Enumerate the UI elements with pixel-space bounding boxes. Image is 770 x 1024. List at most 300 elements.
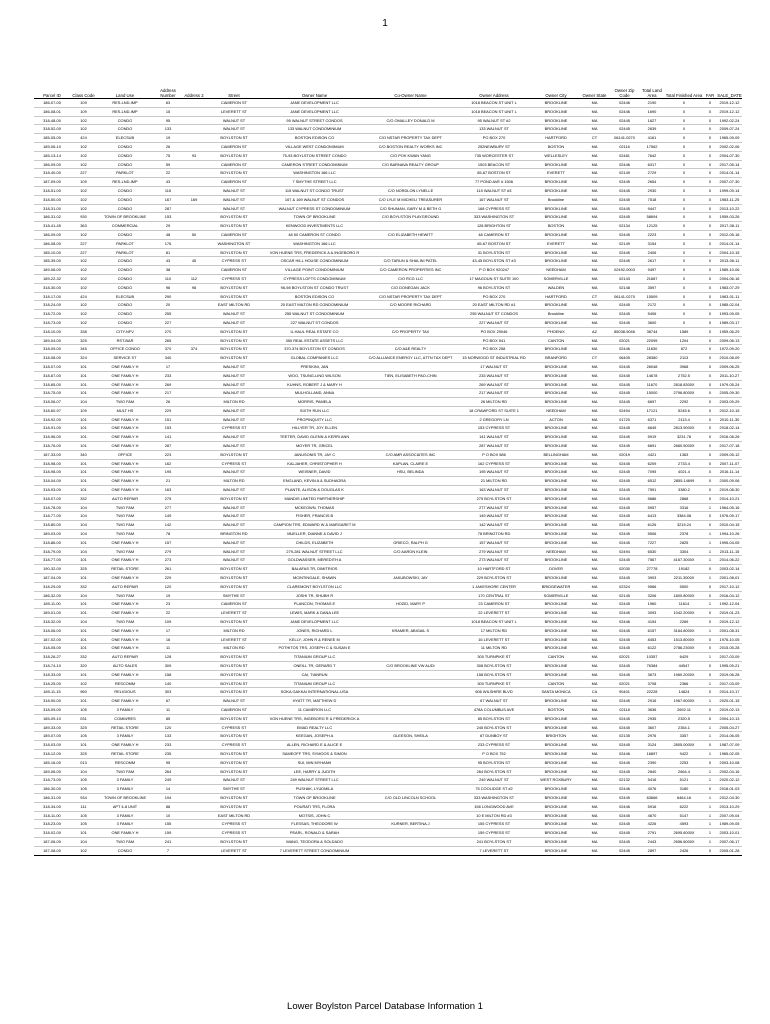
table-cell: 3164.8000X	[665, 626, 703, 635]
table-cell: CAMERON ST	[205, 266, 263, 275]
table-cell: 424	[70, 292, 97, 301]
table-cell: WASHINGTON 166 LLC	[263, 239, 366, 248]
table-cell: 1987-07-09	[717, 741, 742, 750]
table-cell: OFFICE	[97, 450, 153, 459]
table-cell: 149 WALNUT ST	[455, 512, 533, 521]
table-cell: 163 WALNUT ST	[455, 486, 533, 495]
table-cell: 133 WALNUT CONDOMINIUM	[263, 125, 366, 134]
table-row	[34, 776, 742, 785]
table-cell	[183, 688, 205, 697]
table-cell: 3215.24	[665, 521, 703, 530]
table-cell: RELIGIOUS	[97, 688, 153, 697]
table-cell: MA	[579, 336, 610, 345]
table-cell: 252NEWBURY ST	[455, 142, 533, 151]
table-cell: WALNUT CYPRESS ST CONDOMINIUM	[263, 204, 366, 213]
table-cell: 101	[70, 371, 97, 380]
table-cell: ONE FAMILY H	[97, 389, 153, 398]
table-cell: CONDO	[97, 195, 153, 204]
table-cell: 59	[153, 160, 183, 169]
table-cell	[183, 829, 205, 838]
table-cell	[183, 776, 205, 785]
table-row	[34, 477, 742, 486]
table-cell: BOYLSTON ST	[205, 169, 263, 178]
table-cell: 1	[703, 697, 717, 706]
table-row	[34, 230, 742, 239]
table-cell: 1018 BEACON ST UNIT L	[455, 107, 533, 116]
table-cell: 1513.8000X	[665, 635, 703, 644]
table-cell: 318-93-00	[34, 486, 70, 495]
table-cell: MOYER TR, GRICEL	[263, 442, 366, 451]
table-cell: JANE DEVELOPMENT LLC	[263, 99, 366, 108]
table-cell: BOYLSTON ST	[205, 653, 263, 662]
table-row	[34, 222, 742, 231]
table-cell: 195	[153, 468, 183, 477]
table-cell: WALNUT ST	[205, 468, 263, 477]
table-cell: AUTO REPAIR	[97, 494, 153, 503]
table-cell: 102	[70, 142, 97, 151]
table-row	[34, 723, 742, 732]
table-cell: COMMERCIAL	[97, 222, 153, 231]
table-cell	[366, 749, 455, 758]
table-cell: RETAIL STORE	[97, 723, 153, 732]
table-cell: 0	[703, 477, 717, 486]
table-cell	[183, 204, 205, 213]
table-cell: 233	[153, 741, 183, 750]
table-cell: 318-40-00	[34, 169, 70, 178]
table-cell: BROOKLINE	[533, 494, 579, 503]
table-cell	[366, 362, 455, 371]
table-row	[34, 793, 742, 802]
table-cell: 227	[153, 318, 183, 327]
table-cell: 0	[665, 195, 703, 204]
table-cell: 149	[153, 512, 183, 521]
table-cell	[183, 705, 205, 714]
table-row	[34, 204, 742, 213]
table-cell: 6429	[665, 653, 703, 662]
table-cell: 19182	[665, 565, 703, 574]
table-cell: 02021	[610, 336, 639, 345]
table-cell: MA	[579, 574, 610, 583]
table-cell: C/O BROOKLINE VW AUDI	[366, 662, 455, 671]
table-cell: 02118	[610, 705, 639, 714]
table-cell: 0	[665, 169, 703, 178]
table-cell: 1959-03-26	[717, 213, 742, 222]
table-cell: 318-52-00	[34, 125, 70, 134]
table-cell: 101	[70, 697, 97, 706]
table-cell: 1983-11-25	[717, 195, 742, 204]
table-row	[34, 758, 742, 767]
table-cell: CONDO	[97, 274, 153, 283]
table-cell: 95 BOYLSTON ST	[455, 758, 533, 767]
table-cell: 02445	[610, 829, 639, 838]
table-cell: 0	[703, 415, 717, 424]
table-cell: 26 MILTON RD	[455, 398, 533, 407]
table-cell: 2868	[665, 494, 703, 503]
table-cell: 104	[70, 591, 97, 600]
table-cell: 1965-02-05	[717, 749, 742, 758]
table-cell: TWO FAM	[97, 512, 153, 521]
table-cell: MA	[579, 644, 610, 653]
table-cell: 9422	[665, 749, 703, 758]
table-cell: MA	[579, 389, 610, 398]
table-cell: MA	[579, 565, 610, 574]
table-cell: 6222	[665, 802, 703, 811]
table-cell: 48 50 CAMERON ST CONDO	[263, 230, 366, 239]
table-cell: 50	[183, 230, 205, 239]
table-cell: CANTON	[533, 336, 579, 345]
table-row	[34, 151, 742, 160]
table-cell: 2001-08-31	[717, 626, 742, 635]
table-cell: P O BOX 586	[455, 450, 533, 459]
table-cell: CYPRESS ST	[205, 274, 263, 283]
table-cell: BOYLSTON ST	[205, 618, 263, 627]
table-cell: 02446	[610, 345, 639, 354]
table-cell: 102	[70, 310, 97, 319]
table-cell: BROOKLINE	[533, 424, 579, 433]
table-cell: 318-11-00	[34, 811, 70, 820]
table-cell: 02494	[610, 406, 639, 415]
table-row	[34, 556, 742, 565]
table-cell: 0	[665, 142, 703, 151]
table-cell: 101	[70, 574, 97, 583]
table-cell: 109	[70, 406, 97, 415]
table-row	[34, 292, 742, 301]
table-cell: 95	[153, 758, 183, 767]
table-cell: 167	[153, 195, 183, 204]
table-cell: MA	[579, 301, 610, 310]
table-row	[34, 468, 742, 477]
table-cell: 6209	[639, 459, 665, 468]
table-cell	[183, 301, 205, 310]
table-cell: 275 BOYLSTON ST	[455, 494, 533, 503]
table-cell	[183, 318, 205, 327]
table-cell: 02445	[610, 318, 639, 327]
table-cell: 270	[153, 327, 183, 336]
table-cell: 02445	[610, 125, 639, 134]
table-cell: 1627	[639, 116, 665, 125]
table-cell	[183, 450, 205, 459]
table-cell: DOVER	[533, 565, 579, 574]
table-cell: MA	[579, 837, 610, 846]
table-cell: 264	[153, 767, 183, 776]
table-cell	[183, 530, 205, 539]
table-cell: 20	[153, 301, 183, 310]
table-cell: 0	[665, 292, 703, 301]
table-cell: BOYLSTON ST	[205, 688, 263, 697]
table-cell: 325	[70, 723, 97, 732]
table-cell: MULHOLLAND, ANNA	[263, 389, 366, 398]
table-cell: 2791	[639, 829, 665, 838]
table-cell: 2004-07-30	[717, 151, 742, 160]
table-cell: 261	[153, 565, 183, 574]
table-cell: 104	[70, 618, 97, 627]
table-cell: RES-LND-IMP	[97, 99, 153, 108]
table-cell: 2656.6000X	[665, 837, 703, 846]
table-cell: WALNUT ST	[205, 442, 263, 451]
table-cell: RST-BAR	[97, 336, 153, 345]
table-cell: HOZID, MARY P	[366, 600, 455, 609]
table-cell: 104	[70, 837, 97, 846]
table-cell: CAMERON ST	[205, 600, 263, 609]
table-cell: 2017-05-14	[717, 160, 742, 169]
table-cell: POTHITOS TRS, JOSEPH C & SUSAN E	[263, 644, 366, 653]
table-cell: MA	[579, 142, 610, 151]
table-row	[34, 266, 742, 275]
table-cell: 363	[70, 222, 97, 231]
table-cell: C/O CAMERON PROPERTIES INC	[366, 266, 455, 275]
table-cell: 2013-06-11	[717, 257, 742, 266]
table-cell: 120	[153, 582, 183, 591]
table-cell: WALNUT ST	[205, 486, 263, 495]
table-cell: 20 EAST MILTON RD CONDOMINIUM	[263, 301, 366, 310]
table-cell: 0	[703, 169, 717, 178]
table-cell: ELECSUB	[97, 292, 153, 301]
table-cell: WOO, TSUNG-LING WILSON	[263, 371, 366, 380]
table-cell: 0	[703, 310, 717, 319]
table-cell: BROOKLINE	[533, 644, 579, 653]
table-cell: 1989-09-05	[717, 820, 742, 829]
table-cell: ONE FAMILY H	[97, 442, 153, 451]
table-cell: 16	[153, 635, 183, 644]
table-row	[34, 257, 742, 266]
table-cell: 02030	[610, 565, 639, 574]
table-cell: 0	[665, 178, 703, 187]
table-cell: HILLYER TR, JOY ELLEN	[263, 424, 366, 433]
table-cell: 1965-09-09	[717, 134, 742, 143]
table-cell: ALLEN, RICHARD E & ALICE E	[263, 741, 366, 750]
table-cell: SIXTH RUN LLC	[263, 406, 366, 415]
table-cell: 02445	[610, 635, 639, 644]
table-cell	[183, 582, 205, 591]
table-cell: 318-32-00	[34, 618, 70, 627]
table-cell: TOWN OF BROOKLINE	[263, 793, 366, 802]
table-cell: 185-13-14	[34, 151, 70, 160]
table-cell: C/O TARUN & SHALINI PATEL	[366, 257, 455, 266]
table-cell: 15000	[639, 389, 665, 398]
table-cell: TOWN OF BROOKLINE	[97, 213, 153, 222]
table-cell: JANE DEVELOPMENT LLC	[263, 618, 366, 627]
table-cell	[183, 354, 205, 363]
table-cell	[366, 688, 455, 697]
table-cell: 318-91-00	[34, 424, 70, 433]
table-cell: PO BOX 270	[455, 292, 533, 301]
table-cell: MA	[579, 512, 610, 521]
table-cell: 02445	[610, 213, 639, 222]
table-cell: MA	[579, 151, 610, 160]
table-cell: 02145	[610, 591, 639, 600]
table-cell	[183, 213, 205, 222]
table-cell: PHOENIX	[533, 327, 579, 336]
table-cell: 101	[70, 741, 97, 750]
table-cell: 02445	[610, 811, 639, 820]
table-cell: 02445	[610, 512, 639, 521]
table-cell: CHILDS, ELIZABETH	[263, 538, 366, 547]
table-cell: 318-79-00	[34, 547, 70, 556]
table-cell	[183, 714, 205, 723]
table-cell: 65-67 BOSTON ST	[455, 239, 533, 248]
table-row	[34, 213, 742, 222]
table-cell: ONE FAMILY H	[97, 829, 153, 838]
table-cell: 318-26-27	[34, 653, 70, 662]
table-cell: WASHINGTON ST	[205, 239, 263, 248]
table-cell	[183, 99, 205, 108]
table-cell: 02445	[610, 257, 639, 266]
table-cell: MA	[579, 371, 610, 380]
table-cell: WALNUT ST	[205, 697, 263, 706]
table-cell: MA	[579, 653, 610, 662]
table-cell: KUHNS, ROBERT J & MARY H	[263, 380, 366, 389]
table-cell: 02445	[610, 521, 639, 530]
table-cell: 85038-9046	[610, 327, 639, 336]
table-cell: 2805.0000X	[665, 741, 703, 750]
table-cell: KRAMER, ABIGAIL S	[366, 626, 455, 635]
table-cell: TEETER, DAVID GLENN & KERRI ANN	[263, 433, 366, 442]
table-cell: MA	[579, 530, 610, 539]
table-cell: KURNER, BERTINA J	[366, 820, 455, 829]
table-cell: 3 FAMILY	[97, 732, 153, 741]
table-cell: 2014-01-14	[717, 239, 742, 248]
table-cell: 930	[70, 213, 97, 222]
table-cell: 4226	[639, 820, 665, 829]
table-cell: 10 E MILTON RD #3	[455, 811, 533, 820]
table-row	[34, 142, 742, 151]
table-cell: 318-41-45	[34, 222, 70, 231]
table-cell	[366, 336, 455, 345]
table-cell: 176	[153, 239, 183, 248]
table-cell: BOYLSTON ST	[205, 336, 263, 345]
table-cell: SOKA GAKKAI INTERNATIONAL-USA	[263, 688, 366, 697]
table-row	[34, 433, 742, 442]
table-cell: C/O NORDLON LYNELLE	[366, 186, 455, 195]
table-cell: CONDO	[97, 160, 153, 169]
table-cell: 2366	[665, 679, 703, 688]
table-cell: MA	[579, 626, 610, 635]
table-cell: 318-51-00	[34, 186, 70, 195]
table-cell: MA	[579, 741, 610, 750]
table-row	[34, 705, 742, 714]
table-cell: 1989-03-17	[717, 318, 742, 327]
table-cell: 88	[153, 802, 183, 811]
table-row	[34, 503, 742, 512]
table-cell: ONE FAMILY H	[97, 538, 153, 547]
table-cell: 17 MAGOUN ST SUITE 100	[455, 274, 533, 283]
table-cell: BOSTON EDISON CO	[263, 292, 366, 301]
table-cell	[366, 318, 455, 327]
table-cell: MORRIS, PAMELA	[263, 398, 366, 407]
table-cell: ONE FAMILY H	[97, 697, 153, 706]
table-cell: BROOKLINE	[533, 116, 579, 125]
table-cell: 02445	[610, 662, 639, 671]
table-cell: WALNUT ST	[205, 521, 263, 530]
table-cell: C/O BOYLSTON PLAYGROUND	[366, 213, 455, 222]
table-cell: 0	[665, 213, 703, 222]
table-cell: NEEDHAM	[533, 547, 579, 556]
table-cell: 6697	[639, 398, 665, 407]
table-cell: 02445	[610, 371, 639, 380]
table-cell: TOWN OF BROOKLINE	[97, 793, 153, 802]
table-cell: KENWOOD INVESTMENTS LLC	[263, 222, 366, 231]
table-cell: 02445	[610, 556, 639, 565]
table-row	[34, 318, 742, 327]
table-cell: 0	[703, 688, 717, 697]
table-cell: 318-07-00	[34, 494, 70, 503]
table-cell: FISHER, FRANCIS B	[263, 512, 366, 521]
table-cell: 1589	[665, 327, 703, 336]
table-cell: BRIDGEWATER	[533, 582, 579, 591]
table-cell: SANTA MONICA	[533, 688, 579, 697]
column-header: Street	[205, 80, 263, 99]
table-cell	[366, 125, 455, 134]
table-cell: 318-34-00	[34, 802, 70, 811]
table-cell: BROOKLINE	[533, 503, 579, 512]
table-cell: CYPRESS ST	[205, 820, 263, 829]
table-cell: 0	[703, 99, 717, 108]
table-row	[34, 459, 742, 468]
table-cell: CONDO	[97, 125, 153, 134]
table-cell: GLOBAL COMPANIES LLC	[263, 354, 366, 363]
table-cell	[366, 758, 455, 767]
table-cell: P O BOX 920247	[455, 266, 533, 275]
table-cell: 318-72-00	[34, 310, 70, 319]
table-cell: 76384	[639, 662, 665, 671]
table-cell: 153 CYPRESS ST	[455, 424, 533, 433]
table-cell: 5919	[639, 433, 665, 442]
table-cell: C/O BARNAVA REALTY GROUP	[366, 160, 455, 169]
table-cell	[366, 169, 455, 178]
table-cell: FLESSAS, THEODORE W	[263, 820, 366, 829]
table-row	[34, 820, 742, 829]
table-cell: 02446	[610, 618, 639, 627]
table-cell: MILTON RD	[205, 626, 263, 635]
table-cell: MA	[579, 318, 610, 327]
table-row	[34, 829, 742, 838]
table-cell: MA	[579, 635, 610, 644]
table-cell: 102	[70, 257, 97, 266]
table-row	[34, 837, 742, 846]
table-cell: 340	[153, 354, 183, 363]
table-cell: 02021	[610, 679, 639, 688]
table-cell: 186-09-00	[34, 160, 70, 169]
table-cell: MA	[579, 459, 610, 468]
table-cell: BOYLSTON ST	[205, 714, 263, 723]
table-cell: WELLESLEY	[533, 151, 579, 160]
table-cell	[366, 565, 455, 574]
table-cell	[183, 574, 205, 583]
table-cell: ONE FAMILY H	[97, 600, 153, 609]
table-cell: 2012-05-16	[717, 230, 742, 239]
table-cell: MA	[579, 345, 610, 354]
table-cell: 115	[153, 186, 183, 195]
table-cell: 2009-06-13	[717, 336, 742, 345]
table-cell: 1992-02-24	[717, 116, 742, 125]
table-cell: 96 BOYLSTON ST	[455, 283, 533, 292]
table-cell	[366, 767, 455, 776]
table-cell: 0	[703, 292, 717, 301]
table-cell	[366, 670, 455, 679]
table-cell: 1964-05-16	[717, 503, 742, 512]
table-cell: VILLAGE POINT CONDOMINIUM	[263, 266, 366, 275]
table-cell: 158	[153, 670, 183, 679]
table-cell: 0	[665, 99, 703, 108]
table-cell: MA	[579, 257, 610, 266]
table-cell: 0	[665, 301, 703, 310]
table-row	[34, 582, 742, 591]
table-cell: 5406	[639, 310, 665, 319]
table-cell: MA	[579, 793, 610, 802]
table-cell: 02445	[610, 301, 639, 310]
table-cell: BRIGHTON	[533, 732, 579, 741]
table-cell: C/O AMR ASSOCIATES INC	[366, 450, 455, 459]
